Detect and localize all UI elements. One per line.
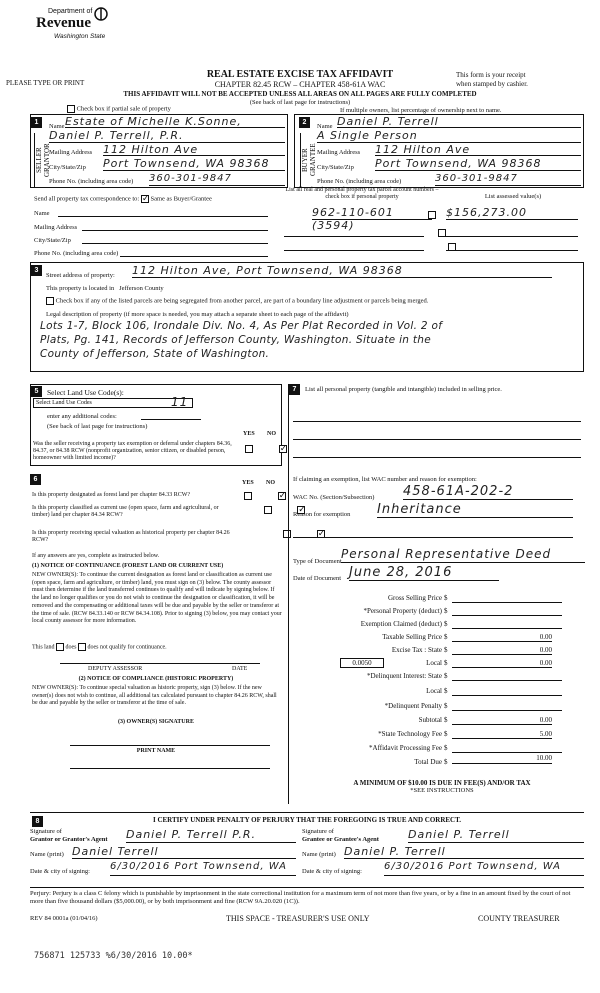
revenue-logo xyxy=(6,6,116,46)
personal-property-line-2[interactable] xyxy=(293,432,581,440)
county-label: This property is located in xyxy=(46,285,115,292)
land-use-label: Select Land Use Code(s): xyxy=(47,388,124,397)
doc-date-label: Date of Document xyxy=(293,575,342,582)
legal-line-3: County of Jefferson, State of Washington. xyxy=(40,348,270,360)
grantee-signature: Daniel P. Terrell xyxy=(408,828,584,843)
does-not-checkbox[interactable] xyxy=(78,643,86,651)
parcel-number: 962-110-601 (3594) xyxy=(312,206,432,220)
buyer-address: 112 Hilton Ave xyxy=(375,143,581,156)
personal-dollar: $ xyxy=(444,607,448,615)
correspondence-label: Send all property tax correspondence to: xyxy=(34,195,140,203)
section-number: 5 xyxy=(31,386,42,397)
section-number: 7 xyxy=(289,384,300,395)
penalty-field[interactable] xyxy=(452,702,562,711)
county-row xyxy=(46,285,164,292)
personal-label: *Personal Property (deduct) xyxy=(363,607,442,615)
no-header: NO xyxy=(267,431,276,437)
buyer-section xyxy=(294,114,584,188)
buyer-city-label: City/State/Zip xyxy=(317,164,354,171)
wac-label: WAC No. (Section/Subsection) xyxy=(293,494,375,501)
seller-name-1: Estate of Michelle K.Sonne, xyxy=(65,115,285,128)
buyer-side-label: BUYER GRANTEE xyxy=(300,133,310,187)
segregate-row xyxy=(46,297,428,305)
same-as-buyer-checkbox[interactable] xyxy=(141,195,149,203)
correspondence-row xyxy=(34,195,212,203)
yes-header: YES xyxy=(243,431,255,437)
see-back: (See back of last page for instructions) xyxy=(249,99,351,106)
section-number: 2 xyxy=(299,117,310,128)
print-name-label: PRINT NAME xyxy=(136,748,176,754)
corresp-city-label: City/State/Zip xyxy=(34,237,71,244)
seller-side-label: SELLER GRANTOR xyxy=(34,133,44,187)
grantor-signature: Daniel P. Terrell P.R. xyxy=(126,828,296,843)
section-number: 1 xyxy=(31,117,42,128)
buyer-city: Port Townsend, WA 98368 xyxy=(375,157,581,171)
delinquent-dollar: $ xyxy=(444,672,448,680)
wac-value: 458-61A-202-2 xyxy=(403,484,573,500)
doc-type-value: Personal Representative Deed xyxy=(341,547,585,563)
tech-fee-label: *State Technology Fee xyxy=(378,730,442,738)
county-treasurer: COUNTY TREASURER xyxy=(478,914,560,923)
does-checkbox[interactable] xyxy=(56,643,64,651)
excise-label: Excise Tax : State xyxy=(391,646,442,654)
date-label: DATE xyxy=(232,666,248,672)
form-notice: THIS AFFIDAVIT WILL NOT BE ACCEPTED UNLESS ALL AREAS ON ALL PAGES ARE FULLY COMPLETED xyxy=(123,90,477,98)
segregate-checkbox[interactable] xyxy=(46,297,54,305)
deputy-line[interactable] xyxy=(60,658,260,664)
seller-address-label: Mailing Address xyxy=(49,149,93,156)
personal-property-line-1[interactable] xyxy=(293,414,581,422)
continuance-text: NEW OWNER(S): To continue the current designation as forest land or classification as current use (open space, farm and agriculture, or timber) land, you must sign on (3) below. The county assessor must then determine if the land transferred continues to qualify and will indicate by signing below. If the land no longer qualifies or you do not wish to continue the designation or classification, it will be removed and the compensating or additional taxes will be due and payable by the seller or transferor at the time of sale. (RCW 84.33.140 or RCW 84.34.108). Prior to signing (3) below, you may contact your local county assessor for more information. xyxy=(32,572,282,625)
personal-field[interactable] xyxy=(452,607,562,616)
grantee-name: Daniel P. Terrell xyxy=(344,845,584,859)
delinquent-label: *Delinquent Interest: State xyxy=(366,672,442,680)
taxable-value: 0.00 xyxy=(452,633,552,642)
revenue-emblem-icon xyxy=(94,6,108,22)
grantor-name-label: Name (print) xyxy=(30,851,64,858)
forest-no-checkbox[interactable] xyxy=(278,492,286,500)
parcel-2-checkbox[interactable] xyxy=(438,229,446,237)
partial-sale-row xyxy=(67,105,171,113)
affidavit-fee-label: *Affidavit Processing Fee xyxy=(369,744,442,752)
grantor-date: 6/30/2016 Port Townsend, WA xyxy=(110,861,296,876)
doc-type-label: Type of Document xyxy=(293,558,342,565)
affidavit-fee-field[interactable] xyxy=(452,744,562,753)
certify-statement: I CERTIFY UNDER PENALTY OF PERJURY THAT THE FOREGOING IS TRUE AND CORRECT. xyxy=(152,816,461,824)
legal-line-2: Plats, Pg. 141, Records of Jefferson County, Washington. Situate in the xyxy=(40,334,432,346)
does-label: does xyxy=(65,644,77,651)
buyer-name-2: A Single Person xyxy=(317,129,581,143)
exemption-question: Was the seller receiving a property tax exemption or deferral under chapters 84.36, 84.37, or 84.38 RCW (nonprofit organization, senior citizen, or disabled person, homeowner with limited income)? xyxy=(33,441,232,461)
total-label: Total Due xyxy=(414,758,442,766)
this-land-label: This land xyxy=(32,644,55,651)
same-as-buyer-label: Same as Buyer/Grantee xyxy=(150,195,212,203)
state-label: Washington State xyxy=(54,33,106,40)
delinquent-field[interactable] xyxy=(452,672,562,681)
see-instructions: *SEE INSTRUCTIONS xyxy=(410,787,474,794)
street-label: Street address of property: xyxy=(46,272,115,279)
historic-question: Is this property receiving special valuation as historical property per chapter 84.26 RCW? xyxy=(32,530,230,543)
corresp-phone-label: Phone No. (including area code) xyxy=(34,250,119,257)
corresp-city-field[interactable] xyxy=(82,235,268,244)
forest-yes-checkbox[interactable] xyxy=(244,492,252,500)
grantee-sig-label-1: Signature of xyxy=(302,828,334,835)
receipt-note-2: when stamped by cashier. xyxy=(456,80,528,88)
buyer-phone-label: Phone No. (including area code) xyxy=(317,178,402,185)
qualify-row xyxy=(32,643,167,651)
tech-fee-dollar: $ xyxy=(444,730,448,738)
assessed-header: List assessed value(s) xyxy=(484,193,542,200)
parcel-personal-checkbox[interactable] xyxy=(428,211,436,219)
taxable-label: Taxable Selling Price xyxy=(382,633,442,641)
section-6-area xyxy=(30,472,282,852)
forest-question: Is this property designated as forest land per chapter 84.33 RCW? xyxy=(32,492,191,498)
exemption-field[interactable] xyxy=(452,620,562,629)
additional-codes-field[interactable] xyxy=(141,412,201,420)
seller-address: 112 Hilton Ave xyxy=(103,143,285,156)
local-dollar: $ xyxy=(444,659,448,667)
grantee-date: 6/30/2016 Port Townsend, WA xyxy=(384,861,584,876)
segregate-label: Check box if any of the listed parcels are being segregated from another parcel, are part of a boundary line adjustment or parcels being merged. xyxy=(55,297,429,305)
subtotal-value: 0.00 xyxy=(452,716,552,725)
additional-codes-label: enter any additional codes: xyxy=(47,413,117,420)
seller-phone-label: Phone No. (including area code) xyxy=(49,178,134,185)
local-label: Local xyxy=(426,659,442,667)
corresp-name-label: Name xyxy=(34,210,50,217)
section-number: 3 xyxy=(31,265,42,276)
penalty-dollar: $ xyxy=(444,702,448,710)
seller-name-label: Name xyxy=(49,123,65,130)
owner-signature-line[interactable] xyxy=(70,740,270,746)
no-header-2: NO xyxy=(266,480,275,486)
buyer-phone: 360-301-9847 xyxy=(435,173,581,186)
seller-phone: 360-301-9847 xyxy=(149,173,285,186)
gross-field[interactable] xyxy=(452,594,562,603)
minimum-note: A MINIMUM OF $10.00 IS DUE IN FEE(S) AND/OR TAX xyxy=(353,779,531,787)
total-value: 10.00 xyxy=(452,754,552,764)
dept-label: Department of xyxy=(48,8,93,15)
land-use-code: 11 xyxy=(171,395,189,409)
section-number: 6 xyxy=(30,474,41,485)
legal-line-1: Lots 1-7, Block 106, Irondale Div. No. 4, As Per Plat Recorded in Vol. 2 of xyxy=(40,320,443,332)
land-use-seeback: (See back of last page for instructions) xyxy=(47,423,148,430)
personal-property-line-3[interactable] xyxy=(293,450,581,458)
deputy-label: DEPUTY ASSESSOR xyxy=(88,666,143,672)
reason-value: Inheritance xyxy=(377,502,573,518)
owner-signature-heading: (3) OWNER(S) SIGNATURE xyxy=(118,719,194,725)
grantor-sig-label-2: Grantor or Grantor's Agent xyxy=(30,836,108,843)
assessed-line-3[interactable] xyxy=(446,243,578,251)
print-name-line[interactable] xyxy=(70,763,270,769)
grantee-date-label: Date & city of signing: xyxy=(302,868,362,875)
seller-city-label: City/State/Zip xyxy=(49,164,86,171)
treasurer-space: THIS SPACE - TREASURER'S USE ONLY xyxy=(226,914,370,923)
grantor-sig-label-1: Signature of xyxy=(30,828,62,835)
parcel-line-2[interactable] xyxy=(284,229,424,237)
exemption-dollar: $ xyxy=(444,620,448,628)
exemption-no-checkbox[interactable] xyxy=(279,445,287,453)
doc-date-value: June 28, 2016 xyxy=(349,565,499,581)
corresp-address-label: Mailing Address xyxy=(34,224,78,231)
receipt-note-1: This form is your receipt xyxy=(456,71,526,79)
grantee-name-label: Name (print) xyxy=(302,851,336,858)
partial-sale-label: Check box if partial sale of property xyxy=(76,105,171,113)
perjury-text: Perjury: Perjury is a class C felony which is punishable by imprisonment in the state correctional institution for a maximum term of not more than five years, or by a fine in an amount fixed by the court of not more than five thousand dollars ($5,000.00), or by both imprisonment and fine (RCW 9A.20.020 (1C)). xyxy=(30,887,584,906)
total-dollar: $ xyxy=(444,758,448,766)
parcel-line-3[interactable] xyxy=(284,243,424,251)
local-rate: 0.0050 xyxy=(340,658,384,668)
excise-dollar: $ xyxy=(444,646,448,654)
affidavit-fee-dollar: $ xyxy=(444,744,448,752)
section-number: 8 xyxy=(32,816,43,827)
compliance-text: NEW OWNER(S): To continue special valuation as historic property, sign (3) below. If the new owner(s) does not wish to continue, all additional tax calculated pursuant to chapter 84.26 RCW, shall be due and payable by the seller or transferor at the time of sale. xyxy=(32,685,277,706)
revenue-wordmark: Revenue xyxy=(36,15,91,31)
subtotal-label: Subtotal xyxy=(418,716,442,724)
local-2-field[interactable] xyxy=(452,687,562,696)
cashier-stamp: 756871 125733 %6/30/2016 10.00* xyxy=(34,951,193,961)
current-use-question: Is this property classified as current use (open space, farm and agricultural, or timber) land per chapter 84.34 RCW? xyxy=(32,505,219,518)
street-value: 112 Hilton Ave, Port Townsend, WA 98368 xyxy=(132,264,552,278)
assessed-line-2[interactable] xyxy=(446,229,578,237)
buyer-name-1: Daniel P. Terrell xyxy=(337,115,581,128)
land-use-section xyxy=(30,384,282,466)
exemption-label: Exemption Claimed (deduct) xyxy=(360,620,442,628)
if-any-yes: If any answers are yes, complete as instructed below. xyxy=(32,553,160,559)
tech-fee-value: 5.00 xyxy=(452,730,552,739)
local-value: 0.00 xyxy=(452,659,552,668)
form-revision: REV 84 0001a (01/04/16) xyxy=(30,915,98,922)
seller-name-2: Daniel P. Terrell, P.R. xyxy=(49,129,285,143)
legal-label: Legal description of property (if more space is needed, you may attach a separate sheet to each page of the affidavit) xyxy=(46,311,349,318)
does-not-label: does not qualify for continuance. xyxy=(87,644,167,651)
excise-value: 0.00 xyxy=(452,646,552,655)
certification-section xyxy=(30,812,584,887)
parcel-header: List all real and personal property tax parcel account numbers – check box if personal property xyxy=(285,187,439,200)
reason-label: Reason for exemption xyxy=(293,511,351,518)
seller-city: Port Townsend, WA 98368 xyxy=(103,157,285,171)
gross-dollar: $ xyxy=(444,594,448,602)
form-chapter: CHAPTER 82.45 RCW – CHAPTER 458-61A WAC xyxy=(214,80,386,89)
county-value: Jefferson County xyxy=(119,285,164,292)
subtotal-dollar: $ xyxy=(444,716,448,724)
form-title: REAL ESTATE EXCISE TAX AFFIDAVIT xyxy=(206,69,394,80)
continuance-heading: (1) NOTICE OF CONTINUANCE (FOREST LAND OR CURRENT USE) xyxy=(32,563,224,569)
partial-sale-checkbox[interactable] xyxy=(67,105,75,113)
penalty-label: *Delinquent Penalty xyxy=(384,702,442,710)
corresp-name-field[interactable] xyxy=(58,208,268,217)
gross-label: Gross Selling Price xyxy=(387,594,442,602)
exemption-claim-label: If claiming an exemption, list WAC number and reason for exemption: xyxy=(293,476,477,483)
taxable-dollar: $ xyxy=(444,633,448,641)
corresp-phone-field[interactable] xyxy=(120,248,268,257)
assessed-value: $156,273.00 xyxy=(446,206,578,220)
seller-section xyxy=(30,114,288,188)
exemption-yes-checkbox[interactable] xyxy=(245,445,253,453)
local-2-label: Local xyxy=(426,687,442,695)
multiple-owners-note: If multiple owners, list percentage of ownership next to name. xyxy=(340,107,502,114)
grantor-date-label: Date & city of signing: xyxy=(30,868,90,875)
local-2-dollar: $ xyxy=(444,687,448,695)
grantee-sig-label-2: Grantee or Grantee's Agent xyxy=(302,836,379,843)
land-use-select[interactable]: Select Land Use Codes xyxy=(33,398,193,408)
buyer-address-label: Mailing Address xyxy=(317,149,361,156)
corresp-address-field[interactable] xyxy=(82,222,268,231)
buyer-name-label: Name xyxy=(317,123,333,130)
please-type: PLEASE TYPE OR PRINT xyxy=(6,79,85,87)
current-use-yes-checkbox[interactable] xyxy=(264,506,272,514)
personal-property-label: List all personal property (tangible and intangible) included in selling price. xyxy=(305,386,502,393)
yes-header-2: YES xyxy=(242,480,254,486)
compliance-heading: (2) NOTICE OF COMPLIANCE (HISTORIC PROPERTY) xyxy=(78,676,234,682)
reason-line-2[interactable] xyxy=(293,532,573,538)
grantor-name: Daniel Terrell xyxy=(72,845,296,859)
